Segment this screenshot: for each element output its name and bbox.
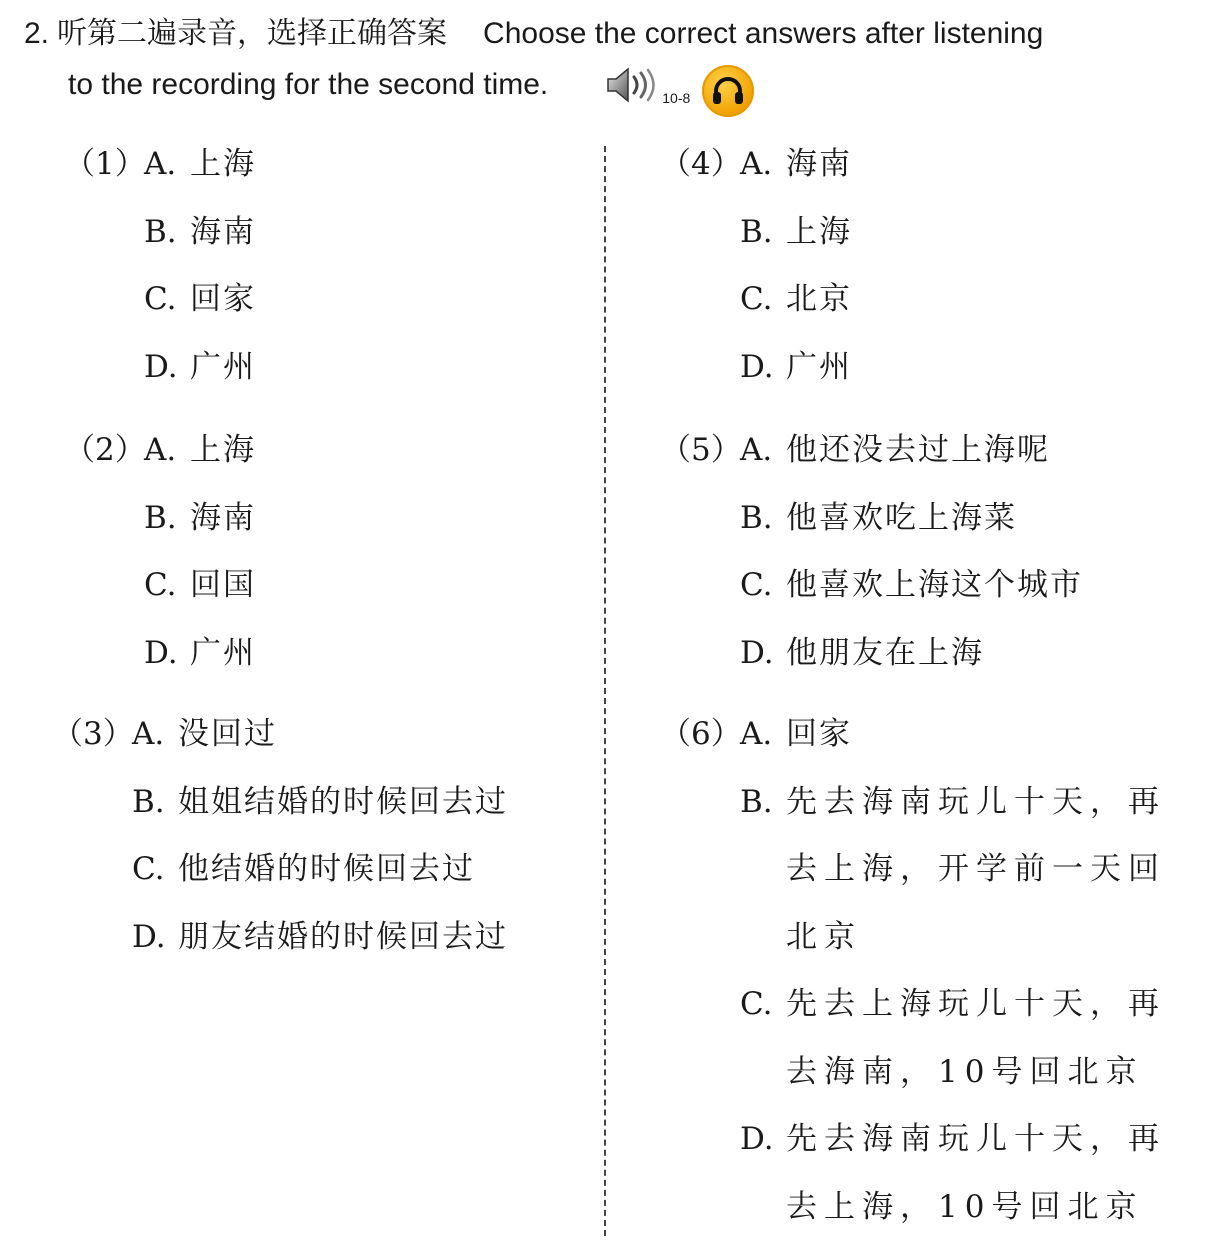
question-number: （3） xyxy=(52,716,132,784)
option-text: 海南 xyxy=(190,214,256,282)
option-row[interactable] xyxy=(660,567,1083,635)
headphones-icon[interactable] xyxy=(702,65,754,117)
instruction-cn: 听第二遍录音，选择正确答案 xyxy=(57,16,447,51)
instruction-en-1: Choose the correct answers after listening xyxy=(483,17,1043,50)
option-text-continued: 北京 xyxy=(660,919,1166,987)
option-text: 朋友结婚的时候回去过 xyxy=(178,919,508,987)
option-text: 没回过 xyxy=(178,716,277,784)
option-text: 他喜欢吃上海菜 xyxy=(786,500,1017,568)
option-letter: D. xyxy=(144,635,190,703)
question-number: （2） xyxy=(64,432,144,500)
option-row[interactable] xyxy=(64,349,256,417)
option-row[interactable] xyxy=(64,146,256,214)
option-text: 回国 xyxy=(190,567,256,635)
option-letter: A. xyxy=(740,716,786,784)
option-text: 广州 xyxy=(786,349,852,417)
option-row[interactable] xyxy=(64,281,256,349)
option-text: 广州 xyxy=(190,349,256,417)
column-divider xyxy=(604,146,606,1236)
option-text: 海南 xyxy=(190,500,256,568)
question-number: （4） xyxy=(660,146,740,214)
option-letter: D. xyxy=(740,1121,786,1189)
question-number: （6） xyxy=(660,716,740,784)
option-text: 上海 xyxy=(190,146,256,214)
question-4 xyxy=(660,146,852,416)
option-text: 北京 xyxy=(786,281,852,349)
option-row[interactable] xyxy=(660,635,1083,703)
option-row[interactable] xyxy=(52,919,508,987)
option-text: 上海 xyxy=(786,214,852,282)
option-row[interactable] xyxy=(64,500,256,568)
question-6 xyxy=(660,716,1166,1256)
option-letter: C. xyxy=(132,851,178,919)
option-row[interactable] xyxy=(660,784,1166,852)
option-letter: B. xyxy=(144,214,190,282)
option-letter: D. xyxy=(132,919,178,987)
option-row[interactable] xyxy=(64,567,256,635)
option-letter: D. xyxy=(740,635,786,703)
option-row[interactable] xyxy=(660,716,1166,784)
option-text: 他还没去过上海呢 xyxy=(786,432,1050,500)
option-text: 先去海南玩儿十天，再 xyxy=(786,784,1166,852)
option-letter: D. xyxy=(740,349,786,417)
question-number: （5） xyxy=(660,432,740,500)
option-text: 广州 xyxy=(190,635,256,703)
instruction-en-2: to the recording for the second time. xyxy=(68,63,548,107)
option-row[interactable] xyxy=(660,214,852,282)
speaker-icon[interactable] xyxy=(604,65,660,118)
option-letter: C. xyxy=(144,567,190,635)
option-row[interactable] xyxy=(52,784,508,852)
option-text: 他结婚的时候回去过 xyxy=(178,851,475,919)
option-text: 先去海南玩儿十天，再 xyxy=(786,1121,1166,1189)
question-3 xyxy=(52,716,508,986)
option-row[interactable] xyxy=(64,432,256,500)
option-letter: A. xyxy=(740,432,786,500)
option-text: 他朋友在上海 xyxy=(786,635,984,703)
option-letter: B. xyxy=(740,784,786,852)
option-letter: B. xyxy=(144,500,190,568)
option-text: 他喜欢上海这个城市 xyxy=(786,567,1083,635)
option-text-continued: 去上海，10号回北京 xyxy=(660,1189,1166,1256)
option-row[interactable] xyxy=(660,986,1166,1054)
option-text-continued: 去上海，开学前一天回 xyxy=(660,851,1166,919)
option-row[interactable] xyxy=(660,281,852,349)
option-text: 海南 xyxy=(786,146,852,214)
option-letter: D. xyxy=(144,349,190,417)
option-letter: C. xyxy=(144,281,190,349)
option-letter: A. xyxy=(740,146,786,214)
option-text: 姐姐结婚的时候回去过 xyxy=(178,784,508,852)
option-text: 上海 xyxy=(190,432,256,500)
question-2 xyxy=(64,432,256,702)
option-row[interactable] xyxy=(660,432,1083,500)
option-row[interactable] xyxy=(660,500,1083,568)
option-row[interactable] xyxy=(64,635,256,703)
option-text-continued: 去海南，10号回北京 xyxy=(660,1054,1166,1122)
header-line-1 xyxy=(24,12,1194,56)
question-5 xyxy=(660,432,1083,702)
question-1 xyxy=(64,146,256,416)
option-letter: B. xyxy=(740,500,786,568)
option-row[interactable] xyxy=(52,716,508,784)
option-letter: A. xyxy=(144,432,190,500)
question-number: （1） xyxy=(64,146,144,214)
option-text: 回家 xyxy=(190,281,256,349)
audio-controls[interactable] xyxy=(604,62,754,120)
option-letter: B. xyxy=(740,214,786,282)
option-letter: B. xyxy=(132,784,178,852)
option-row[interactable] xyxy=(52,851,508,919)
option-text: 回家 xyxy=(786,716,852,784)
track-number: 10-8 xyxy=(662,76,690,120)
exercise-header xyxy=(24,12,1194,114)
option-letter: C. xyxy=(740,567,786,635)
exercise-number: 2. xyxy=(24,17,49,50)
option-row[interactable] xyxy=(660,349,852,417)
option-row[interactable] xyxy=(660,1121,1166,1189)
option-letter: A. xyxy=(144,146,190,214)
option-row[interactable] xyxy=(64,214,256,282)
option-letter: C. xyxy=(740,986,786,1054)
option-letter: C. xyxy=(740,281,786,349)
header-line-2 xyxy=(24,56,1194,114)
option-row[interactable] xyxy=(660,146,852,214)
option-letter: A. xyxy=(132,716,178,784)
option-text: 先去上海玩儿十天，再 xyxy=(786,986,1166,1054)
